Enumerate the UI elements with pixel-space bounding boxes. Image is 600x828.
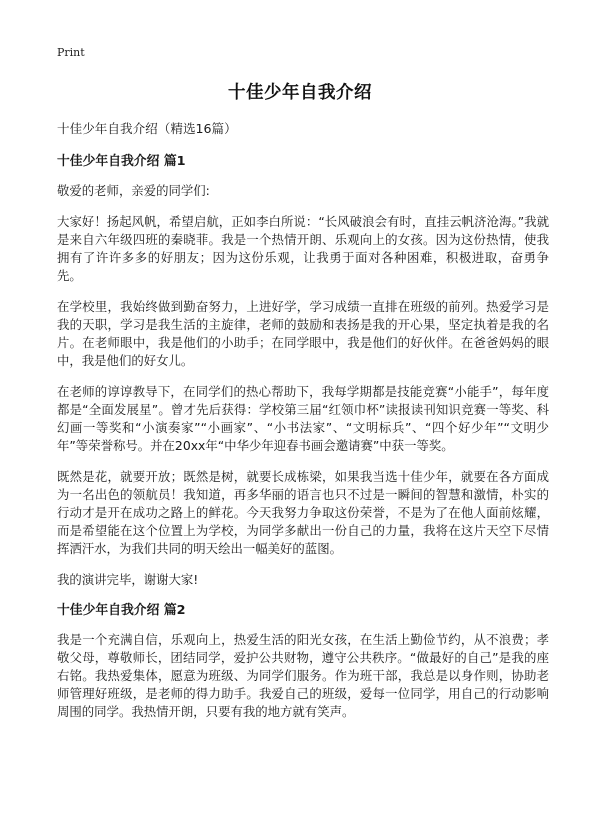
page-title: 十佳少年自我介绍: [228, 83, 372, 103]
article-body: [57, 120, 549, 734]
section-heading-1: 十佳少年自我介绍 篇1: [57, 154, 186, 169]
paragraph: 既然是花，就要开放；既然是树，就要长成栋梁，如果我当选十佳少年，就要在各方面成为一名出色的领航员！我知道，再多华丽的语言也只不过是一瞬间的智慧和激情，朴实的行动才是开在成功之路上的鲜花。今天我努力争取这份荣誉，不是为了在他人面前炫耀，而是希望能在这个位置上为学校，为同学多献出一份自己的力量，我将在这片天空下尽情挥洒汗水，为我们共同的明天绘出一幅美好的蓝图。: [57, 469, 549, 556]
section-heading-2: 十佳少年自我介绍 篇2: [57, 603, 186, 618]
print-link[interactable]: Print: [57, 46, 85, 59]
paragraph: 我是一个充满自信，乐观向上，热爱生活的阳光女孩，在生活上勤俭节约，从不浪费；孝敬父母，尊敬师长，团结同学，爱护公共财物，遵守公共秩序。“做最好的自己”是我的座右铭。我热爱集体，愿意为班级、为同学们服务。作为班干部，我总是以身作则，协助老师管理好班级，是老师的得力助手。我爱自己的班级，爱每一位同学，用自己的行动影响周围的同学。我热情开朗，只要有我的地方就有笑声。: [57, 632, 549, 719]
closing-paragraph: 我的演讲完毕，谢谢大家!: [57, 572, 199, 587]
paragraph: 大家好！扬起风帆，希望启航，正如李白所说：“长风破浪会有时，直挂云帆济沧海。”我就是来自六年级四班的秦晓菲。我是一个热情开朗、乐观向上的女孩。因为这份热情，使我拥有了许许多多的好朋友；因为这份乐观，让我勇于面对各种困难，积极进取，奋勇争先。: [57, 214, 549, 283]
paragraph: 在老师的谆谆教导下，在同学们的热心帮助下，我每学期都是技能竞赛“小能手”，每年度都是“全面发展星”。曾才先后获得：学校第三届“红领巾杯”读报读刊知识竞赛一等奖、科幻画一等奖和“小演奏家”“小画家”、“小书法家”、“文明标兵”、“四个好少年”“文明少年”等荣誉称号。并在20xx年“中华少年迎春书画会邀请赛”中获一等奖。: [57, 384, 549, 453]
article-subtitle: 十佳少年自我介绍（精选16篇）: [57, 121, 237, 136]
greeting-paragraph: 敬爱的老师，亲爱的同学们:: [57, 183, 210, 198]
paragraph: 在学校里，我始终做到勤奋努力，上进好学，学习成绩一直排在班级的前列。热爱学习是我的天职，学习是我生活的主旋律，老师的鼓励和表扬是我的开心果，坚定执着是我的名片。在老师眼中，我是他们的小助手；在同学眼中，我是他们的好伙伴。在爸爸妈妈的眼中，我是他们的好女儿。: [57, 299, 549, 368]
